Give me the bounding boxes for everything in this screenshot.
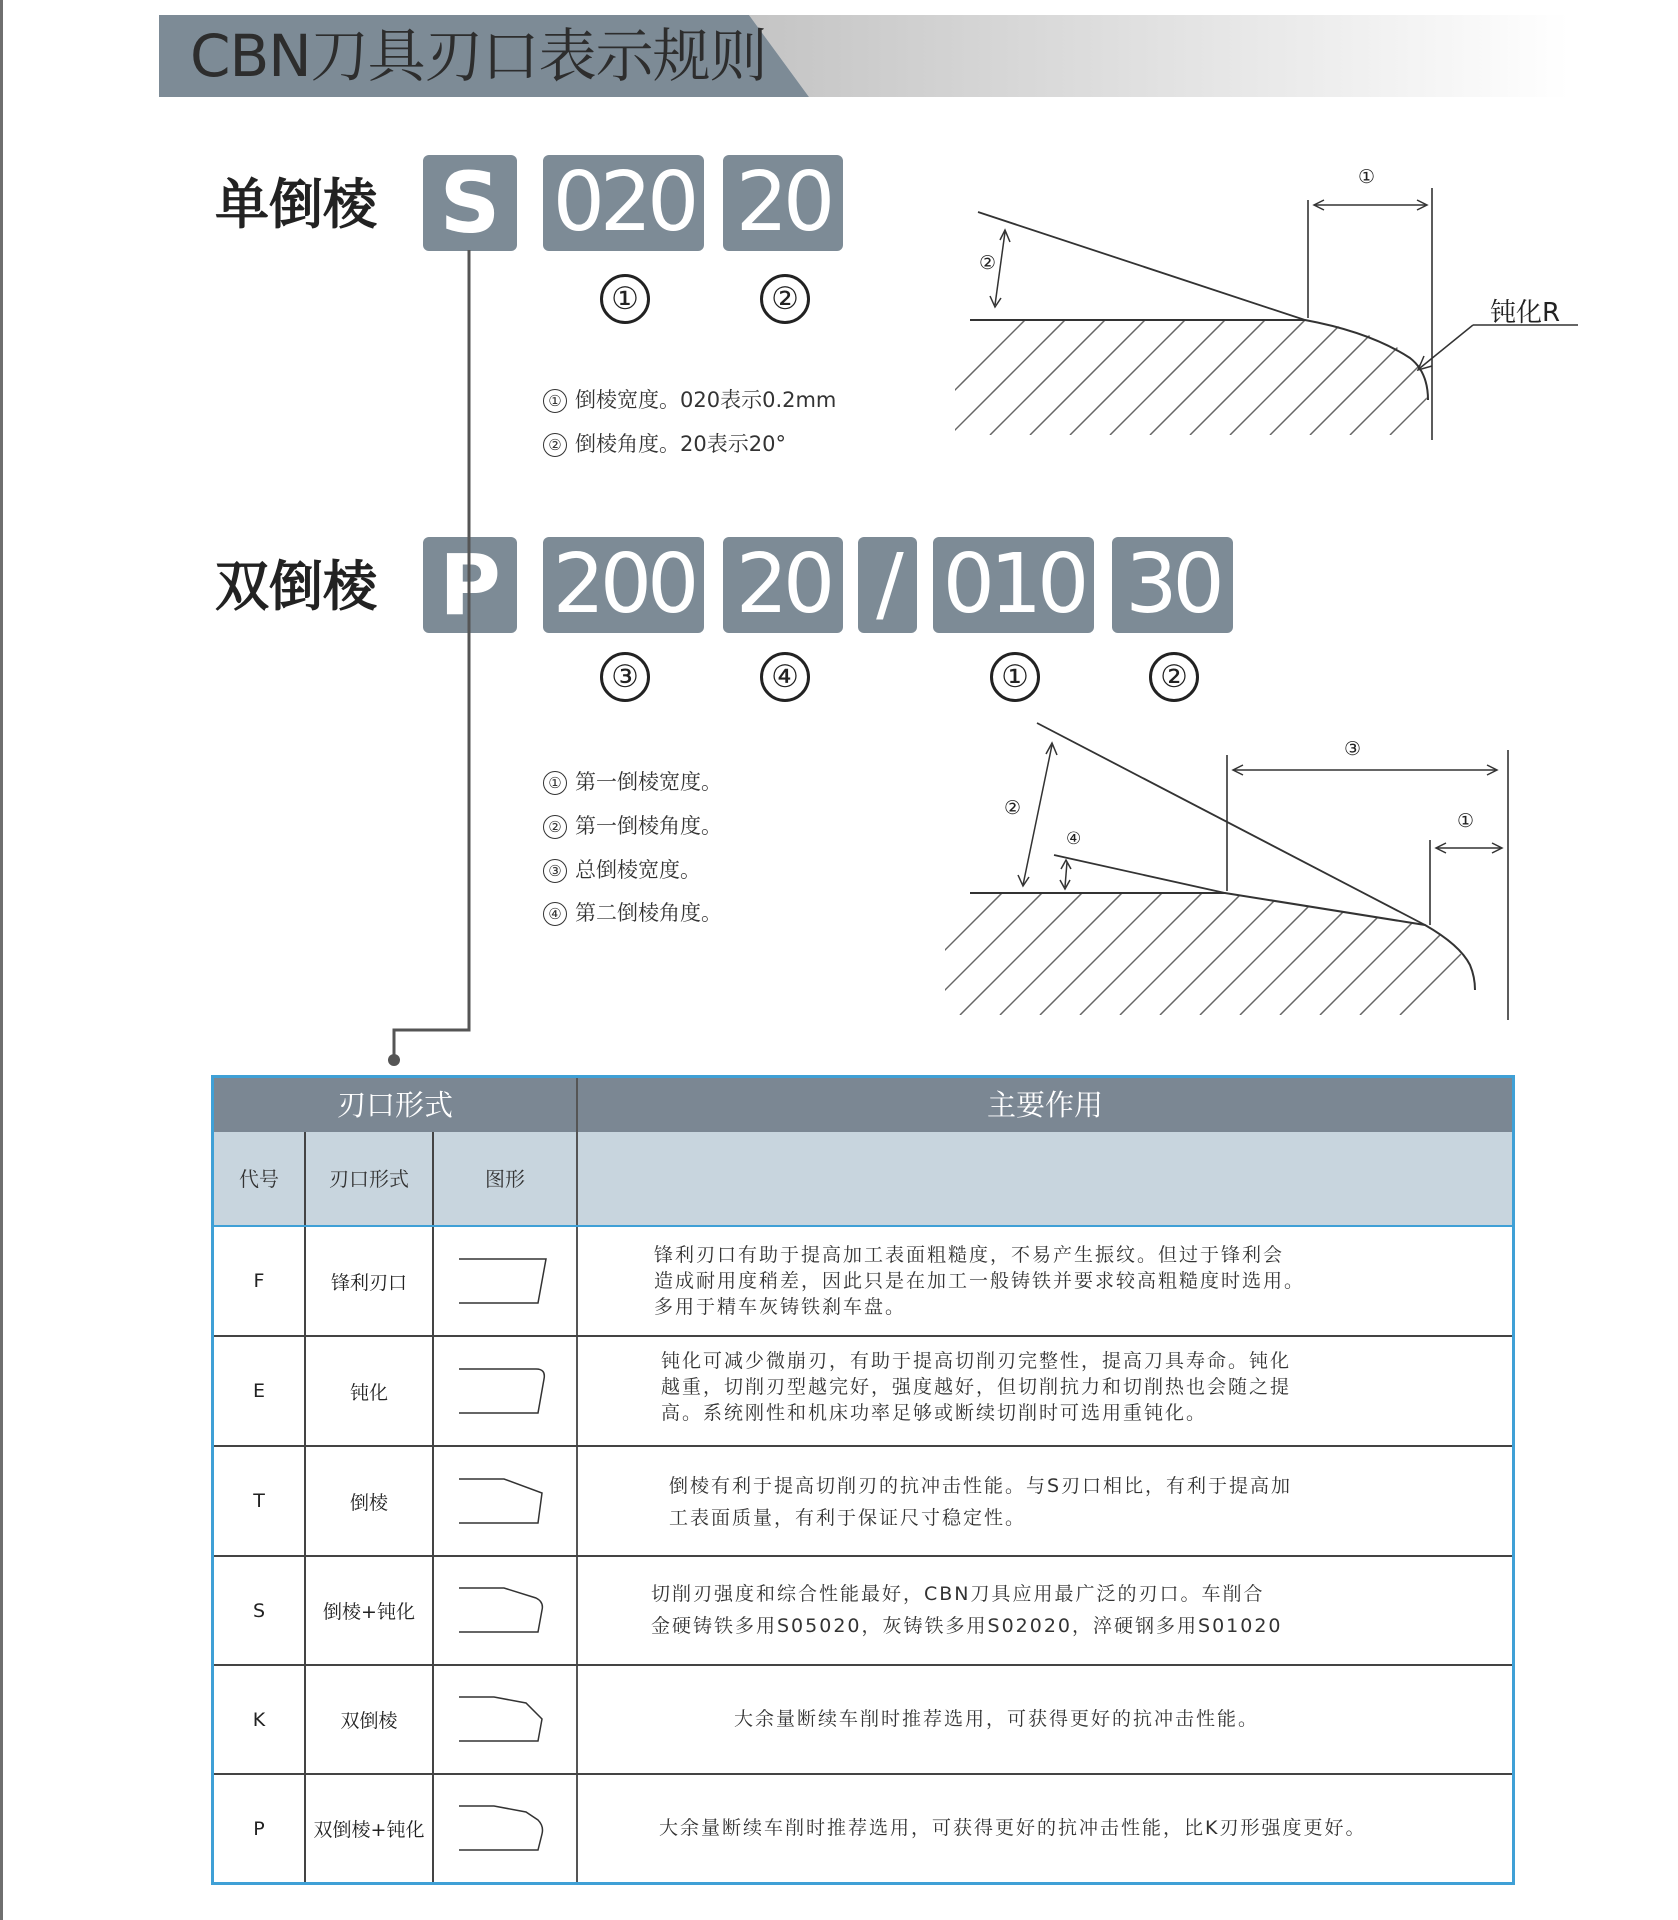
note-marker: ① [543, 771, 567, 795]
row-form: 锋利刃口 [330, 1271, 407, 1294]
connector-line [380, 250, 480, 1070]
marker-2: ② [760, 274, 810, 324]
double-chamfer-label: 双倒棱 [215, 555, 377, 618]
row-form: 双倒棱 [340, 1710, 398, 1732]
row-form: 倒棱 [349, 1491, 388, 1514]
code-separator-box: / [858, 537, 917, 633]
row-code: T [253, 1490, 265, 1512]
code-total-width-box: 200 [543, 537, 704, 633]
marker-3: ③ [600, 652, 650, 702]
code-width-box: 020 [543, 155, 704, 251]
row-description: 大余量断续车削时推荐选用，可获得更好的抗冲击性能，比K刃形强度更好。 [659, 1817, 1367, 1839]
row-code: K [252, 1708, 266, 1731]
marker-4: ④ [760, 652, 810, 702]
diagram2-marker-3: ③ [1344, 738, 1362, 760]
double-chamfer-edge-shape-icon [454, 1691, 554, 1747]
row-description: 锋利刃口有助于提高加工表面粗糙度，不易产生振纹。但过于锋利会 造成耐用度稍差，因此只是在加工一般铸铁并要求较高粗糙度时选用。 多用于精车灰铸铁刹车盘。 [654, 1244, 1306, 1318]
edge-form-table [211, 1075, 1515, 1885]
marker-1b: ① [990, 652, 1040, 702]
row-description: 切削刃强度和综合性能最好，CBN刀具应用最广泛的刃口。车削合 金硬铸铁多用S05020，灰铸铁多用S02020，淬硬钢多用S01020 [651, 1583, 1283, 1637]
row-form: 双倒棱+钝化 [313, 1819, 425, 1841]
page-edge-line [0, 0, 3, 1920]
row-description: 大余量断续车削时推荐选用，可获得更好的抗冲击性能。 [734, 1708, 1260, 1730]
note-marker: ④ [543, 902, 567, 926]
code-first-width-box: 010 [933, 537, 1094, 633]
row-code: F [253, 1270, 265, 1292]
single-chamfer-label: 单倒棱 [215, 173, 377, 236]
double-note-4: ④ 第二倒棱角度。 [543, 898, 722, 928]
row-form: 钝化 [349, 1381, 388, 1404]
page-title: CBN刀具刃口表示规则 [190, 22, 767, 90]
code-letter-s: S [423, 155, 517, 251]
code-angle-box: 20 [723, 155, 843, 251]
note-marker: ③ [543, 859, 567, 883]
chamfer-hone-edge-shape-icon [454, 1582, 554, 1638]
code-letter-p: P [423, 537, 517, 633]
grid-line [576, 1078, 578, 1882]
note-marker: ① [543, 389, 567, 413]
marker-2b: ② [1149, 652, 1199, 702]
table-group-header: 刃口形式 [214, 1078, 576, 1132]
double-chamfer-diagram [940, 715, 1520, 1025]
marker-1: ① [600, 274, 650, 324]
row-code: E [252, 1380, 265, 1402]
row-code: S [252, 1599, 266, 1622]
sharp-edge-shape-icon [454, 1253, 554, 1309]
double-note-2: ② 第一倒棱角度。 [543, 811, 722, 841]
col-header-code: 代号 [214, 1132, 304, 1226]
honed-edge-shape-icon [454, 1363, 554, 1419]
col-header-form: 刃口形式 [306, 1132, 432, 1226]
diagram1-marker-2: ② [979, 252, 997, 274]
note-marker: ② [543, 433, 567, 457]
chamfer-edge-shape-icon [454, 1473, 554, 1529]
col-header-shape: 图形 [434, 1132, 576, 1226]
diagram2-marker-2: ② [1004, 797, 1022, 819]
row-description: 倒棱有利于提高切削刃的抗冲击性能。与S刃口相比，有利于提高加 工表面质量，有利于保证尺寸稳定性。 [669, 1475, 1293, 1529]
single-note-1: ① 倒棱宽度。020表示0.2mm [543, 385, 836, 415]
code-first-angle-box: 30 [1112, 537, 1233, 633]
diagram2-marker-1: ① [1457, 810, 1475, 832]
double-note-3: ③ 总倒棱宽度。 [543, 855, 701, 885]
double-chamfer-hone-edge-shape-icon [454, 1800, 554, 1856]
double-note-1: ① 第一倒棱宽度。 [543, 767, 722, 797]
hone-radius-label: 钝化R [1490, 298, 1561, 328]
diagram2-marker-4: ④ [1066, 829, 1082, 849]
row-form: 倒棱+钝化 [323, 1601, 415, 1623]
col-header-function [578, 1132, 1512, 1226]
diagram1-marker-1: ① [1358, 166, 1376, 188]
note-marker: ② [543, 815, 567, 839]
single-note-2: ② 倒棱角度。20表示20° [543, 429, 786, 459]
table-main-header: 主要作用 [578, 1078, 1512, 1132]
row-code: P [253, 1817, 265, 1840]
row-description: 钝化可减少微崩刃，有助于提高切削刃完整性，提高刀具寿命。钝化 越重，切削刃型越完好，强度越好，但切削抗力和切削热也会随之提 高。系统刚性和机床功率足够或断续切削时可选用重钝化。 [661, 1350, 1292, 1424]
code-second-angle-box: 20 [723, 537, 843, 633]
grid-line [432, 1132, 434, 1882]
